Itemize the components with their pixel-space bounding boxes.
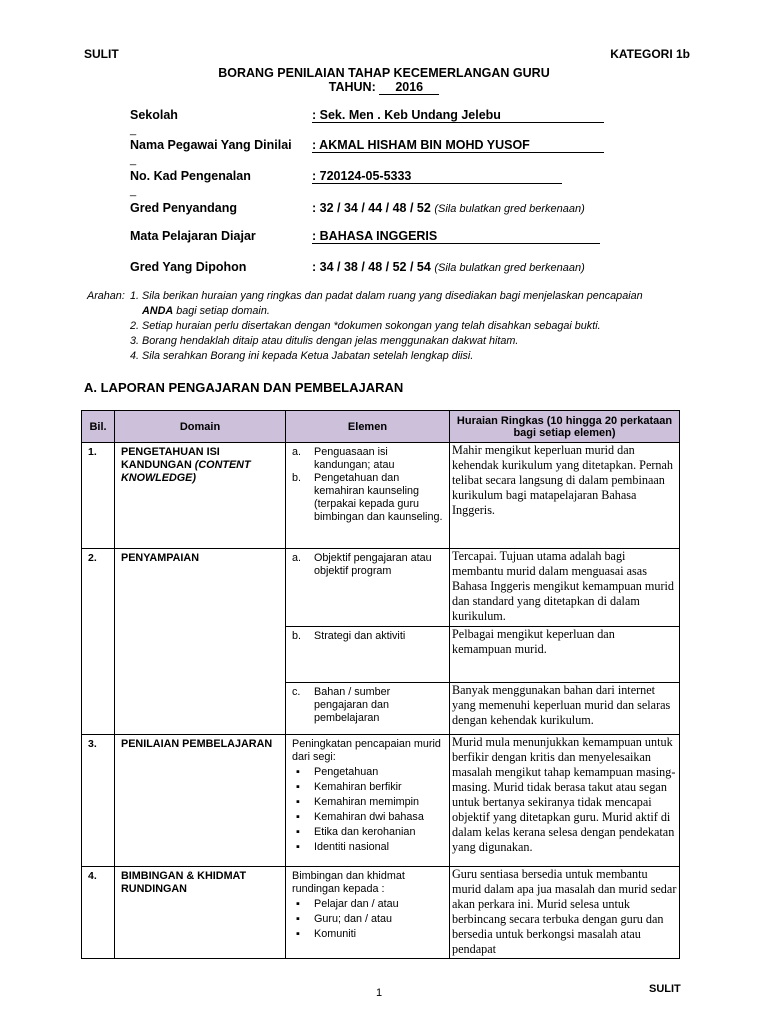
laporan-table	[81, 410, 680, 959]
section-title: A. LAPORAN PENGAJARAN DAN PEMBELAJARAN	[84, 380, 404, 395]
year-label: TAHUN:	[328, 80, 376, 94]
info-label-nama: Nama Pegawai Yang Dinilai	[130, 138, 292, 152]
footer-right: SULIT	[649, 983, 681, 995]
header-elemen: Elemen	[286, 411, 450, 443]
elemen-item: b. Pengetahuan dan kemahiran kaunseling (terpakai kepada guru bimbingan dan kaunseling.	[292, 472, 443, 523]
dash-marker: _	[130, 124, 137, 136]
row-huraian: Mahir mengikut keperluan murid dan kehendak kurikulum yang ditetapkan. Pernah telibat secara langsung di dalam pembinaan kurikulum bagi matapelajaran Bahasa Inggeris.	[450, 443, 680, 549]
gred-note: (Sila bulatkan gred berkenaan)	[434, 203, 585, 215]
row-elemen: Peningkatan pencapaian murid dari segi: ▪ Pengetahuan ▪ Kemahiran berfikir ▪ Kemahiran memimpin ▪ Kemahiran dwi bahasa ▪ Etika dan kerohanian ▪ Identiti nasional	[286, 735, 450, 867]
elemen-bullet: ▪ Kemahiran berfikir	[292, 781, 443, 794]
page-number: 1	[376, 987, 383, 999]
row-elemen	[286, 549, 450, 627]
arahan-item-2: 2. Setiap huraian perlu disertakan dengan *dokumen sokongan yang telah disahkan sebagai bukti.	[130, 320, 601, 332]
elemen-bullet: ▪ Kemahiran memimpin	[292, 796, 443, 809]
row-domain: BIMBINGAN & KHIDMAT RUNDINGAN	[115, 867, 286, 959]
row-domain: PENILAIAN PEMBELAJARAN	[115, 735, 286, 867]
row-bil: 2.	[82, 549, 115, 735]
table-row	[82, 735, 680, 867]
header-domain: Domain	[115, 411, 286, 443]
row-bil: 3.	[82, 735, 115, 867]
row-huraian: Pelbagai mengikut keperluan dan kemampuan murid.	[450, 627, 680, 683]
arahan-label: Arahan:	[87, 290, 125, 302]
info-value-gred-dipohon: : 34 / 38 / 48 / 52 / 54 (Sila bulatkan gred berkenaan)	[312, 260, 585, 274]
elemen-item: b. Strategi dan aktiviti	[292, 630, 406, 642]
page-title: BORANG PENILAIAN TAHAP KECEMERLANGAN GURU	[218, 66, 550, 80]
gred-note: (Sila bulatkan gred berkenaan)	[434, 262, 585, 274]
info-value-nama: : AKMAL HISHAM BIN MOHD YUSOF	[312, 138, 604, 153]
row-elemen	[286, 443, 450, 549]
row-bil: 4.	[82, 867, 115, 959]
year-value: 2016	[379, 80, 439, 95]
table-row	[82, 443, 680, 549]
table-row	[82, 549, 680, 627]
info-label-sekolah: Sekolah	[130, 108, 178, 122]
elemen-bullet: ▪ Pelajar dan / atau	[292, 898, 443, 911]
elemen-bullet: ▪ Etika dan kerohanian	[292, 826, 443, 839]
dash-marker: _	[130, 154, 137, 166]
row-huraian: Banyak menggunakan bahan dari internet yang memenuhi keperluan murid dan selaras dengan kehendak kurikulum.	[450, 683, 680, 735]
elemen-bullet: ▪ Komuniti	[292, 928, 443, 941]
elemen-bullet: ▪ Pengetahuan	[292, 766, 443, 779]
header-right: KATEGORI 1b	[610, 47, 690, 61]
elemen-item: c. Bahan / sumber pengajaran dan pembelajaran	[292, 686, 391, 724]
row-huraian: Tercapai. Tujuan utama adalah bagi membantu murid dalam menguasai asas Bahasa Inggeris mengikut kemampuan murid dan standard yang ditetapkan di dalam kurikulum.	[450, 549, 680, 627]
info-label-gred-dipohon: Gred Yang Dipohon	[130, 260, 247, 274]
row-elemen: Bimbingan dan khidmat rundingan kepada : ▪ Pelajar dan / atau ▪ Guru; dan / atau ▪ Komuniti	[286, 867, 450, 959]
header-huraian: Huraian Ringkas (10 hingga 20 perkataan bagi setiap elemen)	[450, 411, 680, 443]
row-domain: PENGETAHUAN ISI KANDUNGAN (CONTENT KNOWLEDGE)	[115, 443, 286, 549]
arahan-item-1-cont: ANDA bagi setiap domain.	[142, 305, 270, 317]
elemen-item: a. Penguasaan isi kandungan; atau	[292, 446, 395, 471]
table-row	[82, 867, 680, 959]
elemen-item: a. Objektif pengajaran atau objektif program	[292, 552, 432, 577]
header-left: SULIT	[84, 47, 119, 61]
info-label-mata-pelajaran: Mata Pelajaran Diajar	[130, 229, 256, 243]
row-elemen	[286, 683, 450, 735]
elemen-bullet: ▪ Kemahiran dwi bahasa	[292, 811, 443, 824]
dash-marker: _	[130, 185, 137, 197]
info-value-mata-pelajaran: : BAHASA INGGERIS	[312, 229, 600, 244]
row-domain: PENYAMPAIAN	[115, 549, 286, 735]
arahan-item-3: 3. Borang hendaklah ditaip atau ditulis dengan jelas menggunakan dakwat hitam.	[130, 335, 519, 347]
info-label-gred-penyandang: Gred Penyandang	[130, 201, 237, 215]
row-bil: 1.	[82, 443, 115, 549]
header-bil: Bil.	[82, 411, 115, 443]
year-line	[0, 80, 768, 95]
table-header-row	[82, 411, 680, 443]
arahan-item-4: 4. Sila serahkan Borang ini kepada Ketua Jabatan setelah lengkap diisi.	[130, 350, 474, 362]
row-huraian: Murid mula menunjukkan kemampuan untuk berfikir dengan kritis dan menyelesaikan masalah mengikut tahap kemampuan masing-masing. Murid tidak berasa takut atau segan untuk bertanya sekiranya tidak mencapai objektif yang ditetapkan guru. Murid aktif di dalam kelas kerana selesa dengan pendekatan yang digunakan.	[450, 735, 680, 867]
arahan-item-1: 1. Sila berikan huraian yang ringkas dan padat dalam ruang yang disediakan bagi menjelaskan pencapaian	[130, 290, 643, 302]
row-huraian: Guru sentiasa bersedia untuk membantu murid dalam apa jua masalah dan murid sedar akan perkara ini. Murid selesa untuk berbincang secara terbuka dengan guru dan bersedia untuk berkongsi masalah atau pendapat	[450, 867, 680, 959]
elemen-bullet: ▪ Guru; dan / atau	[292, 913, 443, 926]
elemen-bullet: ▪ Identiti nasional	[292, 841, 443, 854]
info-value-kad: : 720124-05-5333	[312, 169, 562, 184]
row-elemen	[286, 627, 450, 683]
info-value-sekolah: : Sek. Men . Keb Undang Jelebu	[312, 108, 604, 123]
info-label-kad: No. Kad Pengenalan	[130, 169, 251, 183]
info-value-gred-penyandang: : 32 / 34 / 44 / 48 / 52 (Sila bulatkan gred berkenaan)	[312, 201, 585, 215]
